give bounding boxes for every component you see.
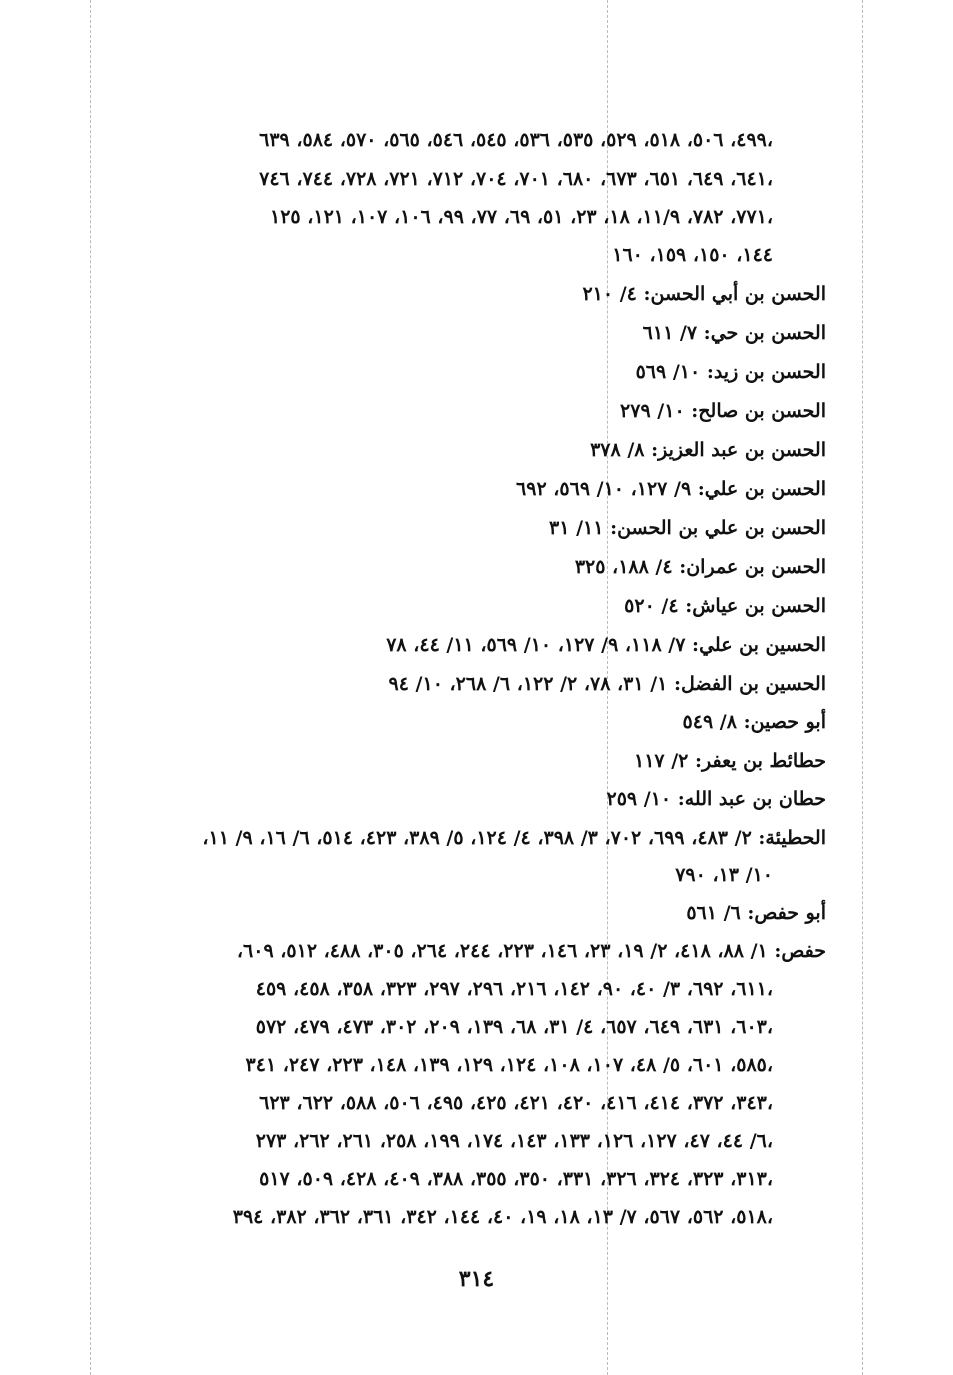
index-entry-continuation: ٦/ ٤٤، ٤٧، ١٢٧، ١٢٦، ١٣٣، ١٤٣، ١٧٤، ١٩٩، ٢٥٨، ٢٦١، ٢٦٢، ٢٧٣، [255, 1130, 773, 1152]
index-entry-continuation: ٥١٨، ٥٦٢، ٥٦٧، ٧/ ١٣، ١٨، ١٩، ٤٠، ١٤٤، ٣٤٢، ٣٦١، ٣٦٢، ٣٨٢، ٣٩٤، [232, 1206, 773, 1228]
index-entry-continuation: ٣١٣، ٣٢٣، ٣٢٤، ٣٢٦، ٣٣١، ٣٥٠، ٣٥٥، ٣٨٨، ٤٠٩، ٤٢٨، ٥٠٩، ٥١٧، [259, 1168, 773, 1190]
page-number: ٣١٤ [458, 1266, 495, 1292]
index-entry: الحسن بن علي بن الحسن: ١١/ ٣١ [549, 517, 826, 539]
index-line: ٤٩٩، ٥٠٦، ٥١٨، ٥٢٩، ٥٣٥، ٥٣٦، ٥٤٥، ٥٤٦، ٥٦٥، ٥٧٠، ٥٨٤، ٦٣٩، [259, 129, 773, 151]
index-entry: الحسن بن حي: ٧/ ٦١١ [642, 322, 826, 344]
index-entry: الحطيئة: ٢/ ٤٨٣، ٦٩٩، ٧٠٢، ٣/ ٣٩٨، ٤/ ١٢٤، ٥/ ٣٨٩، ٤٢٣، ٥١٤، ٦/ ١٦، ٩/ ١١، [202, 827, 826, 849]
index-entry-continuation: ٥٨٥، ٦٠١، ٥/ ٤٨، ١٠٧، ١٠٨، ١٢٤، ١٢٩، ١٣٩، ١٤٨، ٢٢٣، ٢٤٧، ٣٤١، [245, 1054, 773, 1076]
index-entry: الحسن بن عمران: ٤/ ١٨٨، ٣٢٥ [574, 556, 826, 578]
index-entry: الحسن بن صالح: ١٠/ ٢٧٩ [620, 400, 826, 422]
index-entry: الحسن بن عبد العزيز: ٨/ ٣٧٨ [590, 439, 826, 461]
index-entry: أبو حصين: ٨/ ٥٤٩ [682, 711, 826, 733]
index-entry: أبو حفص: ٦/ ٥٦١ [686, 902, 826, 924]
index-entry: حطائط بن يعفر: ٢/ ١١٧ [633, 750, 826, 772]
index-entry: الحسين بن علي: ٧/ ١١٨، ٩/ ١٢٧، ١٠/ ٥٦٩، ١١/ ٤٤، ٧٨ [386, 634, 826, 656]
index-entry: الحسن بن عياش: ٤/ ٥٢٠ [624, 595, 826, 617]
index-entry: الحسن بن أبي الحسن: ٤/ ٢١٠ [582, 283, 826, 305]
scan-guide-line [90, 0, 91, 1375]
index-entry: حفص: ١/ ٨٨، ٤١٨، ٢/ ١٩، ٢٣، ١٤٦، ٢٢٣، ٢٤٤، ٢٦٤، ٣٠٥، ٤٨٨، ٥١٢، ٦٠٩، [236, 940, 826, 962]
index-entry: الحسين بن الفضل: ١/ ٣١، ٧٨، ٢/ ١٢٢، ٦/ ٢٦٨، ١٠/ ٩٤ [388, 673, 826, 695]
scan-guide-line [862, 0, 863, 1375]
index-line: ١٤٤، ١٥٠، ١٥٩، ١٦٠ [612, 244, 773, 266]
index-line: ٦٤١، ٦٤٩، ٦٥١، ٦٧٣، ٦٨٠، ٧٠١، ٧٠٤، ٧١٢، ٧٢١، ٧٢٨، ٧٤٤، ٧٤٦، [259, 168, 773, 190]
index-entry-continuation: ٦١١، ٦٩٢، ٣/ ٤٠، ٩٠، ١٤٢، ٢١٦، ٢٩٦، ٢٩٧، ٣٢٣، ٣٥٨، ٤٥٨، ٤٥٩، [255, 978, 773, 1000]
index-entry: حطان بن عبد الله: ١٠/ ٢٥٩ [606, 788, 826, 810]
index-entry-continuation: ١٠/ ١٣، ٧٩٠ [675, 864, 773, 886]
index-entry-continuation: ٦٠٣، ٦٣١، ٦٤٩، ٦٥٧، ٤/ ٣١، ٦٨، ١٣٩، ٢٠٩، ٣٠٢، ٤٧٣، ٤٧٩، ٥٧٢، [255, 1016, 773, 1038]
index-line: ٧٧١، ٧٨٢، ١١/٩، ١٨، ٢٣، ٥١، ٦٩، ٧٧، ٩٩، ١٠٦، ١٠٧، ١٢١، ١٢٥، [270, 206, 773, 228]
index-entry-continuation: ٣٤٣، ٣٧٢، ٤١٤، ٤١٦، ٤٢٠، ٤٢١، ٤٢٥، ٤٩٥، ٥٠٦، ٥٨٨، ٦٢٢، ٦٢٣، [259, 1092, 773, 1114]
index-entry: الحسن بن علي: ٩/ ١٢٧، ١٠/ ٥٦٩، ٦٩٢ [516, 478, 826, 500]
index-entry: الحسن بن زيد: ١٠/ ٥٦٩ [635, 361, 826, 383]
